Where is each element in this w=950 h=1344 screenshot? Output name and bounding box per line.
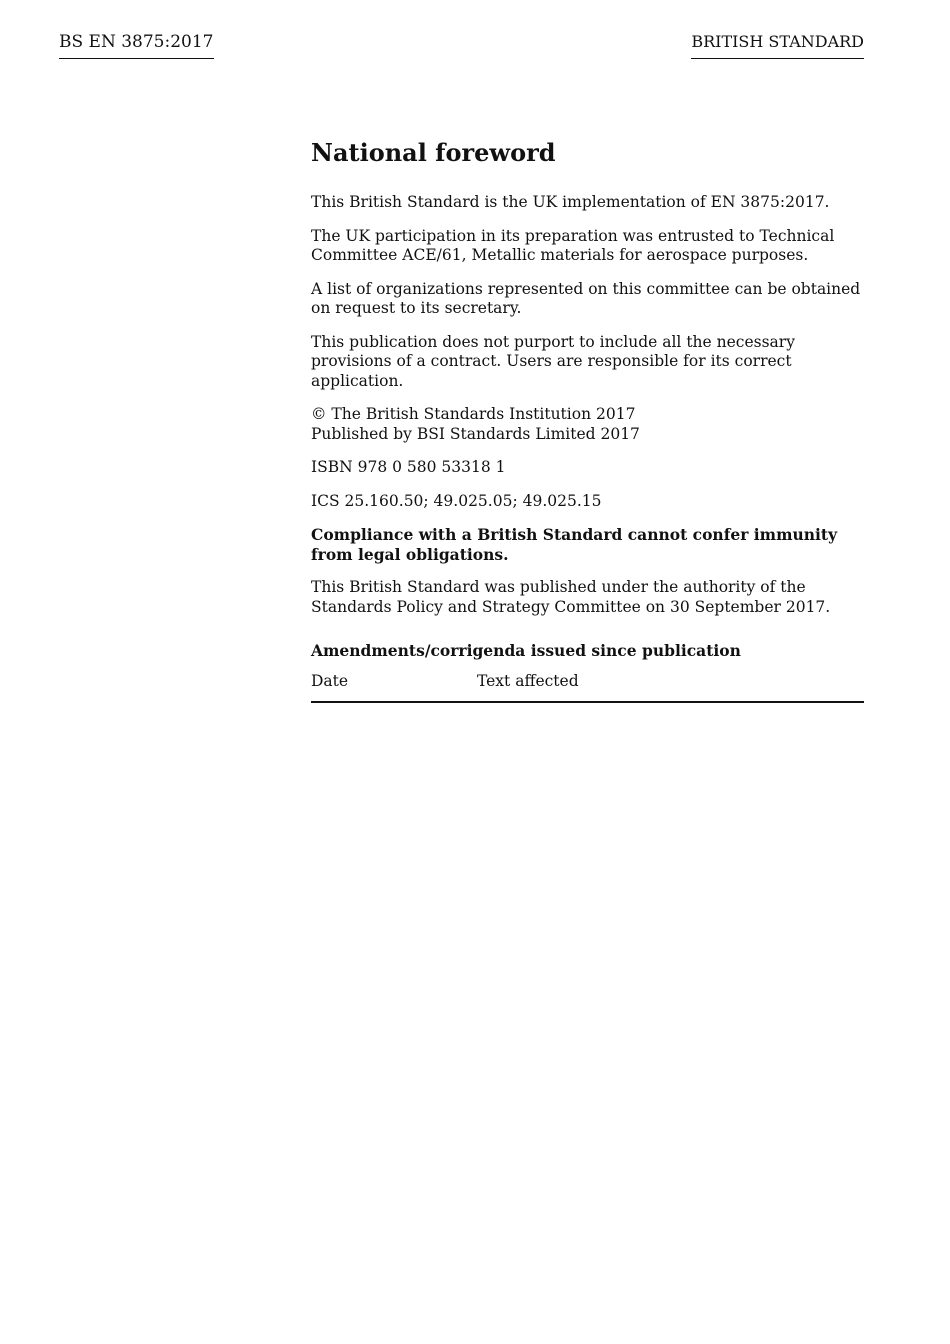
document-number: BS EN 3875:2017 [59,31,214,59]
national-foreword-section [311,136,864,703]
provisions-paragraph: This publication does not purport to include all the necessary provisions of a contract. Users are responsible for its correct application. [311,332,795,390]
authority-paragraph: This British Standard was published under the authority of the Standards Policy and Strategy Committee on 30 September 2017. [311,578,831,616]
page-title: National foreword [311,138,556,167]
organizations-paragraph: A list of organizations represented on this committee can be obtained on request to its secretary. [311,279,861,317]
publisher-line: Published by BSI Standards Limited 2017 [311,424,640,443]
ics-line: ICS 25.160.50; 49.025.05; 49.025.15 [311,491,602,510]
committee-paragraph: The UK participation in its preparation was entrusted to Technical Committee ACE/61, Metallic materials for aerospace purposes. [311,226,835,264]
compliance-statement: Compliance with a British Standard cannot confer immunity from legal obligations. [311,525,838,564]
isbn-line: ISBN 978 0 580 53318 1 [311,458,506,476]
copyright-block [311,405,864,444]
copyright-line: © The British Standards Institution 2017 [311,405,636,423]
implementation-paragraph: This British Standard is the UK implementation of EN 3875:2017. [311,193,830,211]
column-header-date: Date [311,671,349,690]
amendments-table [311,670,864,704]
standard-label: BRITISH STANDARD [691,31,864,59]
amendments-heading: Amendments/corrigenda issued since publication [311,641,741,660]
table-header-row [311,670,864,703]
column-header-text-affected: Text affected [477,671,579,690]
